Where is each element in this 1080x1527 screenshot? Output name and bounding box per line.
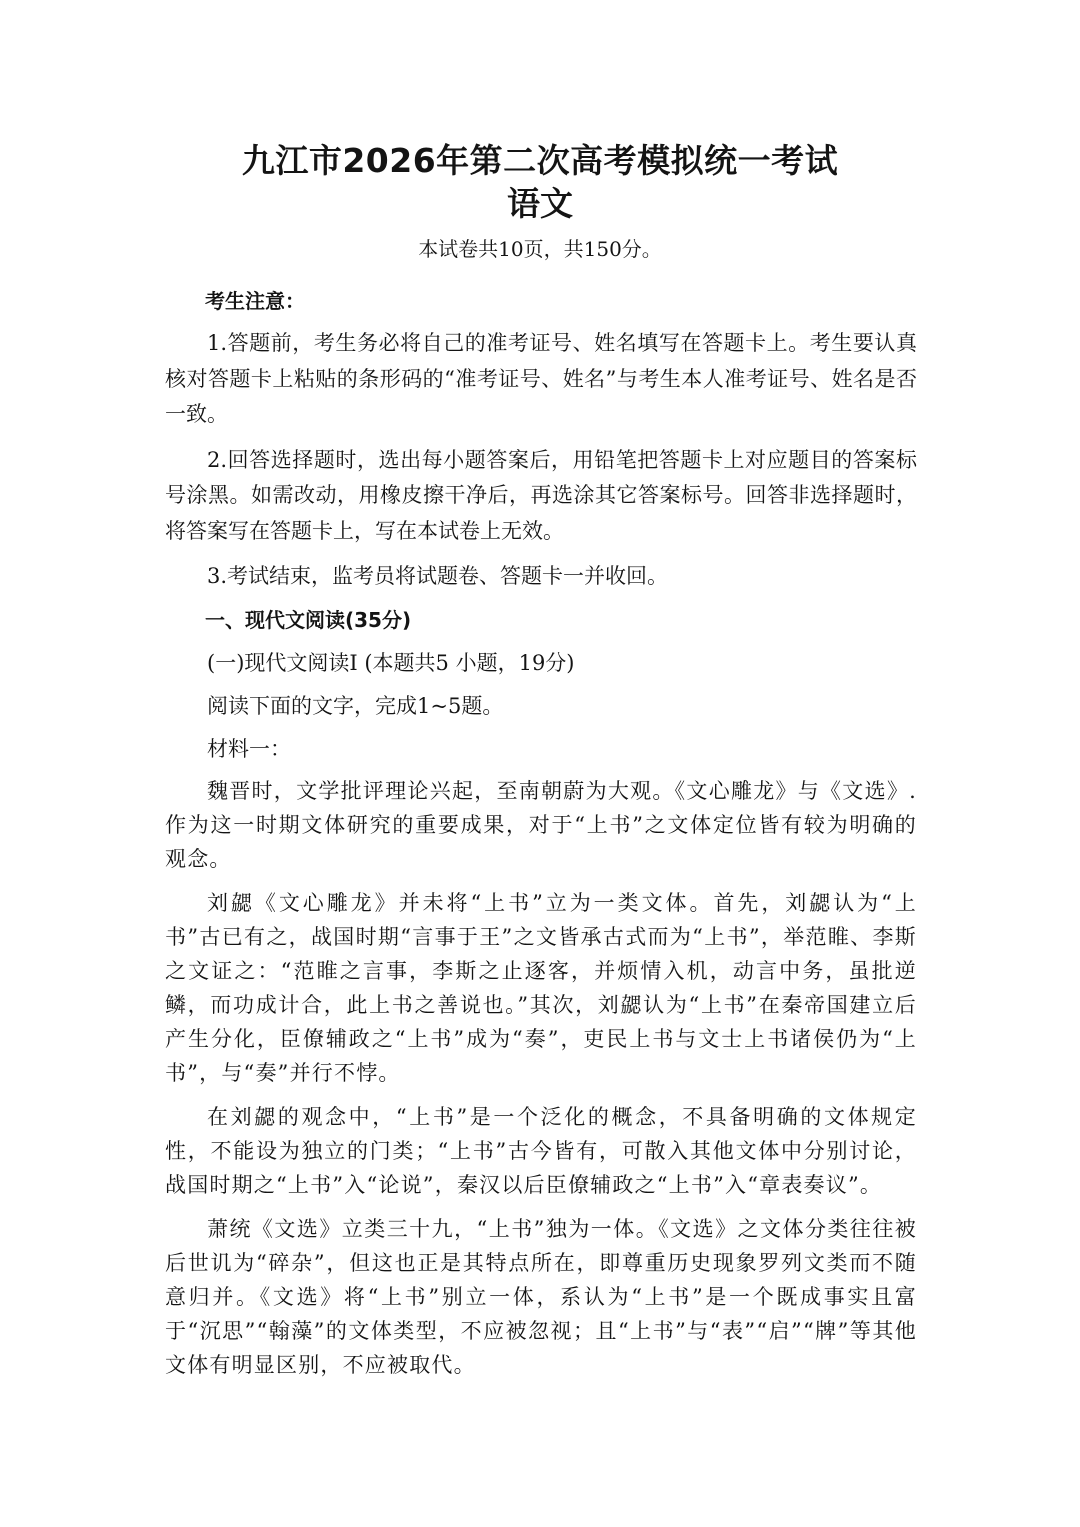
passage-paragraph-2: 刘勰《文心雕龙》并未将“上书”立为一类文体。首先，刘勰认为“上书”古已有之，战国时期“言事于王”之文皆承古式而为“上书”，举范睢、李斯之文证之：“范睢之言事，李斯之止逐客，并烦情入机，动言中务，虽批逆鳞，而功成计合，此上书之善说也。”其次，刘勰认为“上书”在秦帝国建立后产生分化，臣僚辅政之“上书”成为“奏”，吏民上书与文士上书诸侯仍为“上书”，与“奏”并行不悖。 [165, 890, 917, 1085]
exam-body [165, 276, 917, 1382]
reading-instruction: 阅读下面的文字，完成1~5题。 [207, 693, 504, 718]
section-subheading: (一)现代文阅读Ⅰ (本题共5 小题，19分) [207, 650, 575, 675]
material-label: 材料一： [207, 736, 291, 761]
section-heading: 一、现代文阅读(35分) [205, 607, 412, 632]
exam-info: 本试卷共10页，共150分。 [418, 237, 662, 261]
notice-heading: 考生注意： [205, 289, 305, 313]
notice-item-3: 3.考试结束，监考员将试题卷、答题卡一并收回。 [207, 564, 669, 588]
exam-title: 九江市2026年第二次高考模拟统一考试 [241, 141, 839, 180]
notice-item-2: 2.回答选择题时，选出每小题答案后，用铅笔把答题卡上对应题目的答案标号涂黑。如需改动，用橡皮擦干净后，再选涂其它答案标号。回答非选择题时，将答案写在答题卡上，写在本试卷上无效。 [165, 447, 917, 543]
passage-paragraph-1: 魏晋时，文学批评理论兴起，至南朝蔚为大观。《文心雕龙》与《文选》.作为这一时期文体研究的重要成果，对于“上书”之文体定位皆有较为明确的观念。 [165, 778, 917, 871]
passage-paragraph-4: 萧统《文选》立类三十九，“上书”独为一体。《文选》之文体分类往往被后世讥为“碎杂”，但这也正是其特点所在，即尊重历史现象罗列文类而不随意归并。《文选》将“上书”别立一体，系认为“上书”是一个既成事实且富于“沉思”“翰藻”的文体类型，不应被忽视；且“上书”与“表”“启”“牌”等其他文体有明显区别，不应被取代。 [165, 1216, 917, 1377]
passage [165, 774, 917, 1382]
notice-item-1: 1.答题前，考生务必将自己的准考证号、姓名填写在答题卡上。考生要认真核对答题卡上粘贴的条形码的“准考证号、姓名”与考生本人准考证号、姓名是否一致。 [165, 331, 917, 426]
passage-paragraph-3: 在刘勰的观念中，“上书”是一个泛化的概念，不具备明确的文体规定性，不能设为独立的门类；“上书”古今皆有，可散入其他文体中分别讨论，战国时期之“上书”入“论说”，秦汉以后臣僚辅政之“上书”入“章表奏议”。 [165, 1104, 917, 1197]
subject-title: 语文 [507, 184, 573, 223]
